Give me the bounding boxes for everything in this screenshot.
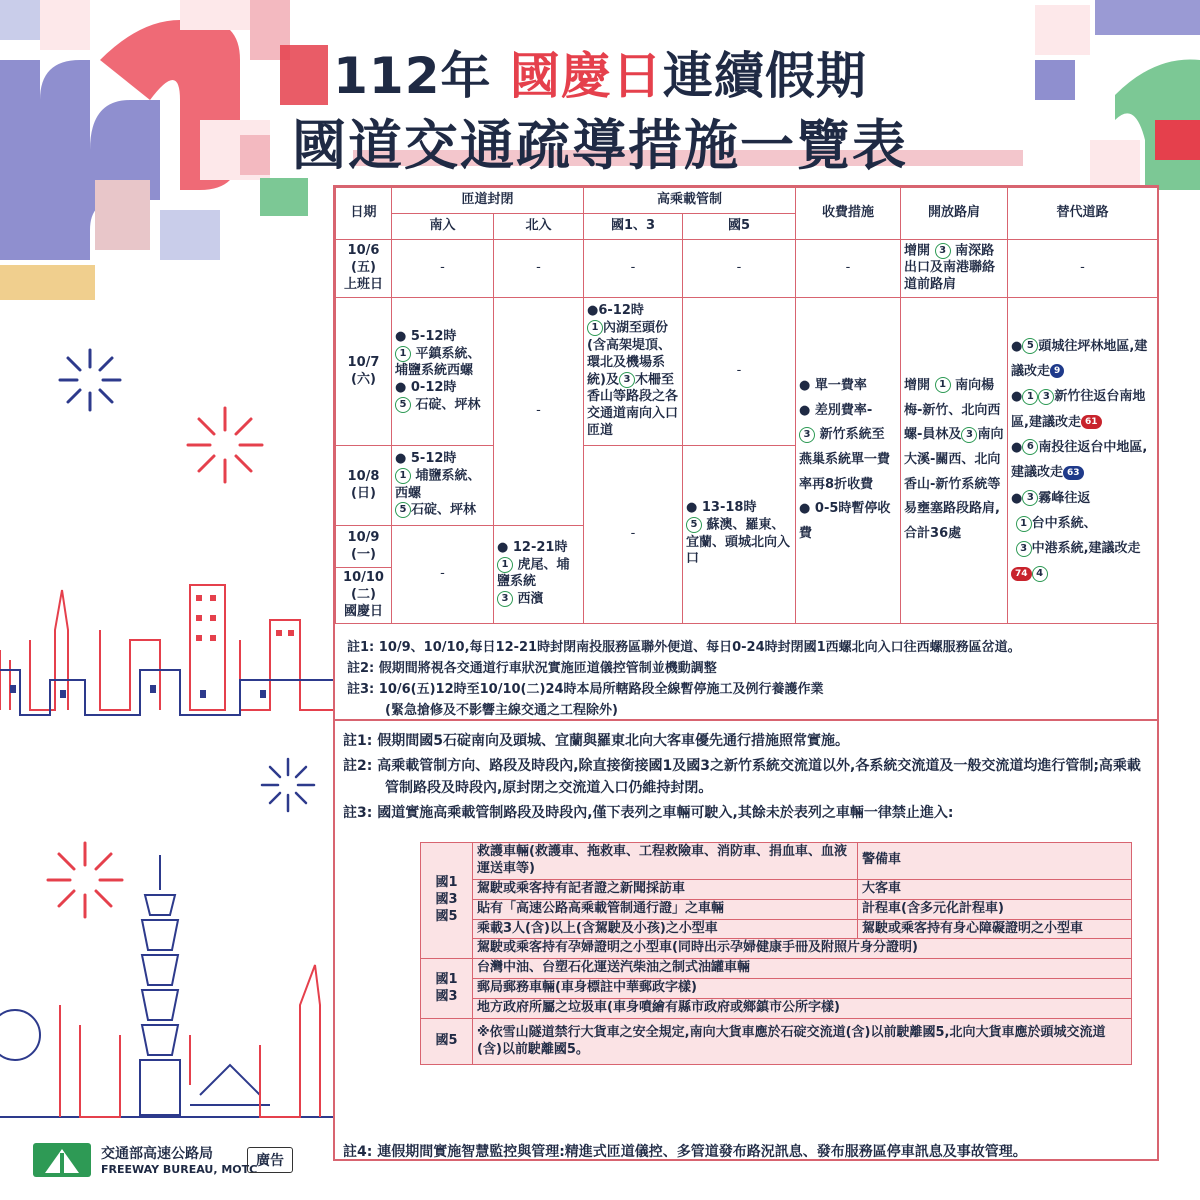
taipei101-illustration: [0, 855, 333, 1130]
freeway-3-icon: 3: [1016, 541, 1032, 557]
page-title-line1: [0, 36, 1200, 108]
dash-cell: -: [683, 240, 796, 298]
header-n13: 國1、3: [584, 214, 683, 240]
bureau-name-zh: 交通部高速公路局: [101, 1146, 213, 1162]
shoulder-cell: 增開 1 南向楊梅-新竹、北向西螺-員林及 3 南向大溪-關西、北向香山-新竹系統等易壅塞路段路肩,合計36處: [901, 298, 1008, 624]
vehicle-item: 駕駛或乘客持有身心障礙證明之小型車: [858, 919, 1132, 939]
freeway-4-icon: 4: [1032, 566, 1048, 582]
dash-cell: -: [1008, 240, 1158, 298]
freeway-3-icon: 3: [1022, 490, 1038, 506]
road-61-icon: 61: [1081, 415, 1102, 429]
section-divider: [335, 719, 1157, 721]
firework-icon: [258, 755, 318, 815]
permitted-vehicles-table: [420, 842, 1132, 1065]
header-alt-road: 替代道路: [1008, 188, 1158, 240]
toll-cell: ● 單一費率 ● 差別費率- 3 新竹系統至燕巢系統單一費率再8折收費 ● 0-5時暫停收費: [796, 298, 901, 624]
firework-icon: [55, 345, 125, 415]
vehicle-item: 救護車輛(救護車、拖救車、工程救險車、消防車、捐血車、血液運送車等): [473, 843, 858, 880]
dash-cell: -: [392, 526, 494, 624]
road-9-icon: 9: [1050, 364, 1064, 378]
vehicle-item: 郵局郵務車輛(車身標註中華郵政字樣): [473, 979, 1132, 999]
title-suffix: 連續假期: [662, 47, 867, 105]
date-cell: 10/8 (日): [336, 446, 392, 526]
hov-n13-cell: ●6-12時 1 內湖至頭份(含高架堤頂、環北及機場系統)及 3 木柵至香山等路段之各交通道南向入口匝道: [584, 298, 683, 446]
header-n5: 國5: [683, 214, 796, 240]
ramp-north-cell: ● 12-21時 1 虎尾、埔鹽系統 3 西濱: [494, 526, 584, 624]
vehicle-item: 乘載3人(含)以上(含駕駛及小孩)之小型車: [473, 919, 858, 939]
note-line: (緊急搶修及不影響主線交通之工程除外): [385, 703, 618, 718]
date-cell: 10/6 (五) 上班日: [336, 240, 392, 298]
dash-cell: -: [796, 240, 901, 298]
freeway-1-icon: 1: [497, 557, 513, 573]
freeway-3-icon: 3: [961, 427, 977, 443]
dash-cell: -: [494, 240, 584, 298]
group-label: 國5: [421, 1019, 473, 1065]
title-highlight: 國慶日: [509, 47, 663, 105]
note-line: 註1: 假期間國5石碇南向及頭城、宜蘭與羅東北向大客車優先通行措施照常實施。: [343, 733, 849, 749]
header-hov: 高乘載管制: [584, 188, 796, 214]
table-notes: [347, 637, 1147, 721]
freeway-1-icon: 1: [1016, 516, 1032, 532]
ad-badge: 廣告: [247, 1147, 293, 1173]
dash-cell: -: [683, 298, 796, 446]
freeway-5-icon: 5: [395, 397, 411, 413]
freeway-1-icon: 1: [935, 377, 951, 393]
dash-cell: -: [494, 298, 584, 526]
freeway-3-icon: 3: [1038, 389, 1054, 405]
freeway-3-icon: 3: [799, 427, 815, 443]
date-cell: 10/7 (六): [336, 298, 392, 446]
header-north: 北入: [494, 214, 584, 240]
freeway-3-icon: 3: [935, 243, 951, 259]
vehicle-item: 大客車: [858, 879, 1132, 899]
group-label: 國1 國3: [421, 959, 473, 1019]
dash-cell: -: [584, 240, 683, 298]
vehicle-item: 台灣中油、台塑石化運送汽柴油之制式油罐車輛: [473, 959, 1132, 979]
general-notes: [343, 730, 1153, 827]
freeway-1-icon: 1: [395, 468, 411, 484]
note-line: 註3: 國道實施高乘載管制路段及時段內,僅下表列之車輛可駛入,其餘未於表列之車輛一律禁止進入:: [343, 805, 954, 821]
freeway-1-icon: 1: [395, 346, 411, 362]
hov-n5-cell: ● 13-18時 5 蘇澳、羅東、宜蘭、頭城北向入口: [683, 446, 796, 624]
note-smart-management: 註4: 連假期間實施智慧監控與管理:精進式匝道儀控、多管道發布路況訊息、發布服務區停車訊息及事故管理。: [343, 1144, 1027, 1160]
header-toll: 收費措施: [796, 188, 901, 240]
firework-icon: [185, 405, 265, 485]
road-74-icon: 74: [1011, 567, 1032, 581]
dash-cell: -: [392, 240, 494, 298]
title-prefix: 112年: [333, 47, 510, 105]
bureau-emblem-icon: [33, 1143, 93, 1179]
freeway-1-icon: 1: [587, 320, 603, 336]
freeway-bureau-logo: [33, 1141, 313, 1181]
header-date: 日期: [336, 188, 392, 240]
note-line: 註2: 假期間將視各交通道行車狀況實施匝道儀控管制並機動調整: [347, 661, 717, 676]
vehicle-item: ※依雪山隧道禁行大貨車之安全規定,南向大貨車應於石碇交流道(含)以前駛離國5,北向大貨車應於頭城交流道(含)以前駛離國5。: [473, 1019, 1132, 1065]
shoulder-cell: 增開 3 南深路出口及南港聯絡道前路肩: [901, 240, 1008, 298]
ramp-south-cell: ● 5-12時 1 埔鹽系統、西螺 5 石碇、坪林: [392, 446, 494, 526]
freeway-5-icon: 5: [395, 502, 411, 518]
header-shoulder: 開放路肩: [901, 188, 1008, 240]
dash-cell: -: [584, 446, 683, 624]
freeway-6-icon: 6: [1022, 439, 1038, 455]
freeway-1-icon: 1: [1022, 389, 1038, 405]
note-line: 註2: 高乘載管制方向、路段及時段內,除直接銜接國1及國3之新竹系統交流道以外,各系統交流道及一般交流道均進行管制;高乘載管制路段及時段內,原封閉之交流道入口仍維持封閉。: [343, 758, 1141, 796]
measures-table: [335, 187, 1158, 624]
vehicle-item: 計程車(含多元化計程車): [858, 899, 1132, 919]
note-line: 註3: 10/6(五)12時至10/10(二)24時本局所轄路段全線暫停施工及例行養護作業: [347, 682, 824, 697]
group-label: 國1 國3 國5: [421, 843, 473, 959]
ramp-south-cell: ● 5-12時 1 平鎮系統、埔鹽系統西螺 ● 0-12時 5 石碇、坪林: [392, 298, 494, 446]
header-south: 南入: [392, 214, 494, 240]
header-ramp-closure: 匝道封閉: [392, 188, 584, 214]
vehicle-item: 警備車: [858, 843, 1132, 880]
vehicle-item: 駕駛或乘客持有孕婦證明之小型車(同時出示孕婦健康手冊及附照片身分證明): [473, 939, 1132, 959]
note-line: 註1: 10/9、10/10,每日12-21時封閉南投服務區聯外便道、每日0-24時封閉國1西螺北向入口往西螺服務區岔道。: [347, 640, 1021, 655]
freeway-3-icon: 3: [619, 372, 635, 388]
page-title-line2: 國道交通疏導措施一覽表: [292, 114, 908, 177]
vehicle-item: 駕駛或乘客持有記者證之新聞採訪車: [473, 879, 858, 899]
freeway-3-icon: 3: [497, 591, 513, 607]
vehicle-item: 地方政府所屬之垃圾車(車身噴繪有縣市政府或鄉鎮市公所字樣): [473, 999, 1132, 1019]
vehicle-item: 貼有「高速公路高乘載管制通行證」之車輛: [473, 899, 858, 919]
freeway-5-icon: 5: [1022, 338, 1038, 354]
freeway-5-icon: 5: [686, 517, 702, 533]
city-skyline-illustration: [0, 570, 333, 720]
date-cell: 10/9 (一): [336, 526, 392, 568]
bureau-name-en: FREEWAY BUREAU, MOTC: [101, 1163, 258, 1176]
date-cell: 10/10 (二) 國慶日: [336, 568, 392, 624]
road-63-icon: 63: [1063, 466, 1084, 480]
alt-road-cell: ● 5 頭城往坪林地區,建議改走 9 ● 1 3 新竹往返台南地區,建議改走 61 ● 6 南投往返台中地區,建議改走 63 ● 3 霧峰往返 1 台中系統、 3 中港系統,建議改走74 4: [1008, 298, 1158, 624]
